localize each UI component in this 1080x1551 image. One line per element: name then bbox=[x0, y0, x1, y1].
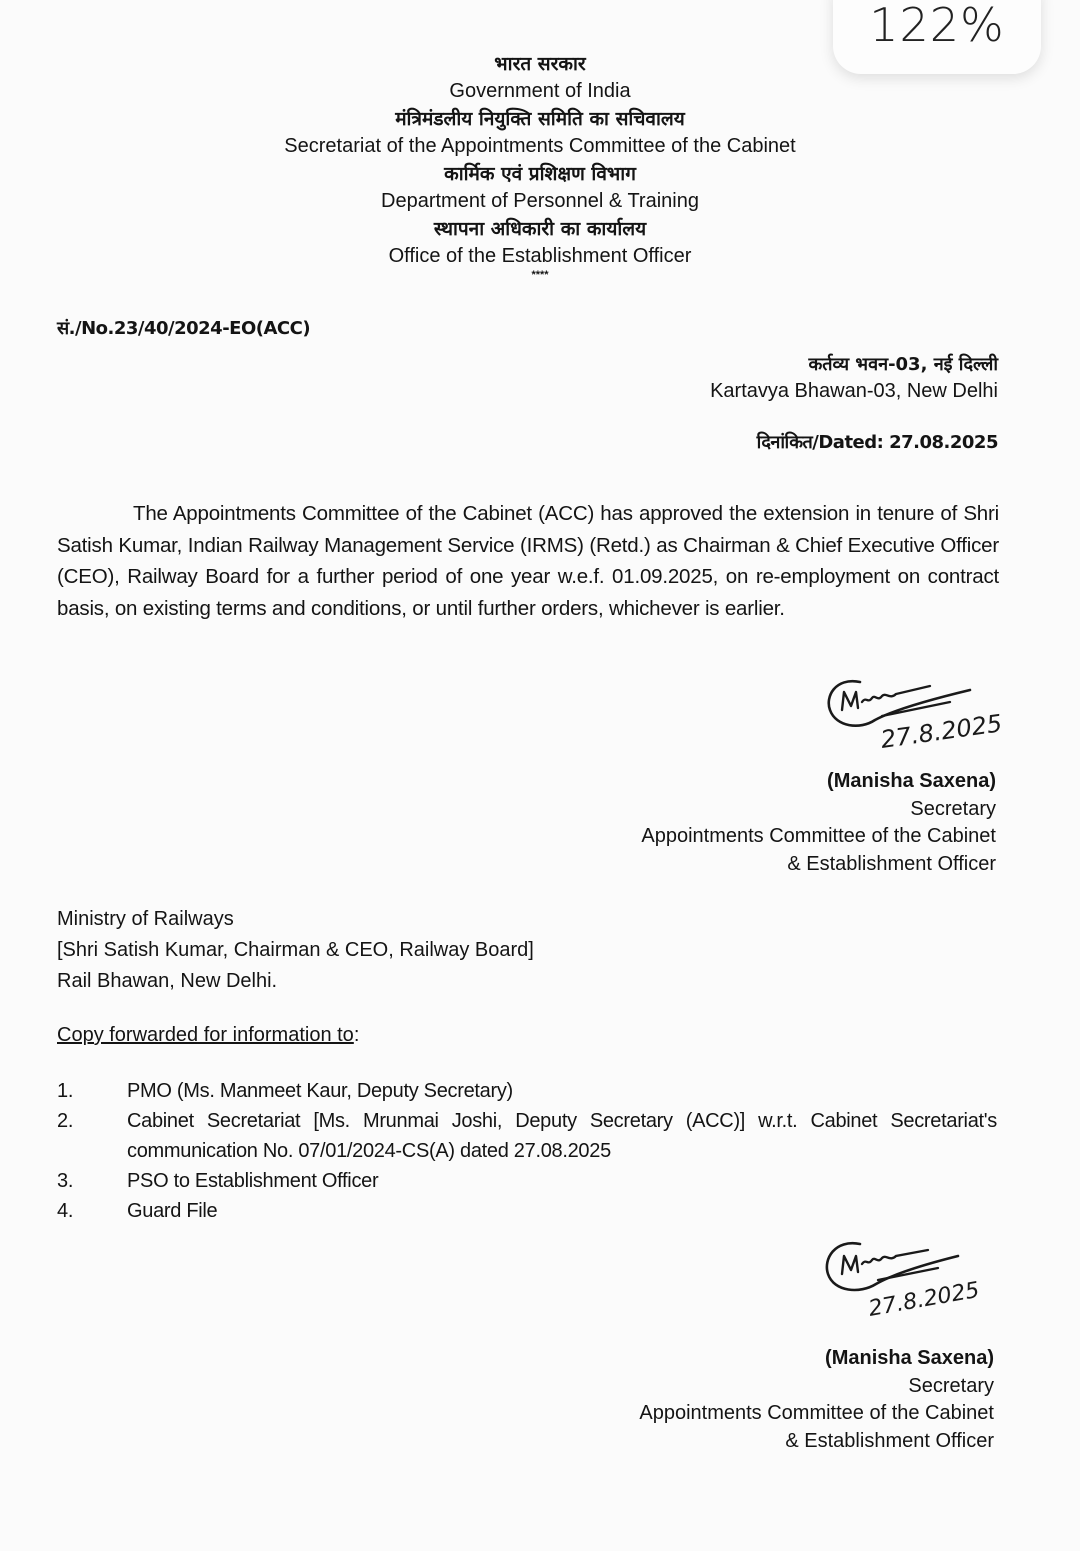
zoom-level-badge bbox=[833, 0, 1041, 74]
body-paragraph: The Appointments Committee of the Cabinet (ACC) has approved the extension in tenure of Shri Satish Kumar, Indian Railway Management Service (IRMS) (Retd.) as Chairman & Chief Executive Officer (CEO), Railway Board for a further period of one year w.e.f. 01.09.2025, on re-employment on contract basis, on existing terms and conditions, or until further orders, whichever is earlier. bbox=[57, 502, 999, 620]
signature-1-date: 27.8.2025 bbox=[878, 709, 1004, 754]
signatory-2-line-2: Appointments Committee of the Cabinet bbox=[639, 1402, 994, 1424]
copy-forwarded-heading-text: Copy forwarded for information to bbox=[57, 1024, 354, 1046]
list-item-text: Cabinet Secretariat [Ms. Mrunmai Joshi, Deputy Secretary (ACC)] w.r.t. Cabinet Secretariat's communication No. 07/01/2024-CS(A) dated 27.08.2025 bbox=[127, 1110, 997, 1162]
addressee-line-3: Rail Bhawan, New Delhi. bbox=[57, 970, 278, 992]
list-item-text: PMO (Ms. Manmeet Kaur, Deputy Secretary) bbox=[127, 1080, 513, 1102]
letterhead-english-department: Department of Personnel & Training bbox=[381, 190, 699, 212]
zoom-level-text: 122% bbox=[869, 0, 1005, 52]
list-item-number: 3. bbox=[57, 1170, 74, 1192]
list-item-number: 2. bbox=[57, 1110, 74, 1132]
list-item-text: PSO to Establishment Officer bbox=[127, 1170, 379, 1192]
handwritten-signature-2 bbox=[818, 1234, 1058, 1324]
place-english: Kartavya Bhawan-03, New Delhi bbox=[710, 380, 998, 402]
signatory-2-line-3: & Establishment Officer bbox=[785, 1429, 994, 1452]
copy-forwarded-heading bbox=[57, 1024, 359, 1047]
place-block bbox=[710, 352, 998, 404]
letterhead-english-gov: Government of India bbox=[449, 80, 631, 102]
letterhead-hindi-department: कार्मिक एवं प्रशिक्षण विभाग bbox=[444, 163, 636, 185]
letterhead-hindi-office: स्थापना अधिकारी का कार्यालय bbox=[433, 218, 647, 240]
letterhead-english-secretariat: Secretariat of the Appointments Committee of the Cabinet bbox=[284, 135, 796, 157]
reference-number: सं./No.23/40/2024-EO(ACC) bbox=[57, 318, 311, 339]
signatory-2-name: (Manisha Saxena) bbox=[825, 1347, 994, 1369]
place-hindi: कर्तव्य भवन-03, नई दिल्ली bbox=[808, 354, 998, 375]
signatory-block-2 bbox=[639, 1345, 994, 1455]
list-item bbox=[57, 1166, 997, 1196]
list-item-number: 1. bbox=[57, 1080, 74, 1102]
copy-forwarded-list bbox=[57, 1076, 997, 1226]
list-item-number: 4. bbox=[57, 1200, 74, 1222]
signature-2-graphic bbox=[818, 1234, 1058, 1324]
signatory-1-line-3: & Establishment Officer bbox=[787, 852, 996, 875]
handwritten-signature-1 bbox=[820, 672, 1060, 757]
dated-line: दिनांकित/Dated: 27.08.2025 bbox=[756, 432, 998, 453]
letterhead bbox=[240, 50, 840, 280]
signatory-2-designation: Secretary bbox=[908, 1374, 994, 1397]
list-item-text: Guard File bbox=[127, 1200, 218, 1222]
signature-1-graphic bbox=[820, 672, 1060, 757]
list-item bbox=[57, 1076, 997, 1106]
signatory-1-line-2: Appointments Committee of the Cabinet bbox=[641, 825, 996, 847]
addressee-line-1: Ministry of Railways bbox=[57, 908, 234, 930]
letterhead-hindi-gov: भारत सरकार bbox=[494, 53, 586, 75]
copy-forwarded-heading-colon: : bbox=[353, 1024, 360, 1046]
list-item bbox=[57, 1106, 997, 1166]
addressee-block bbox=[57, 904, 534, 997]
signatory-1-designation: Secretary bbox=[910, 797, 996, 820]
letterhead-separator: **** bbox=[531, 269, 549, 281]
signatory-1-name: (Manisha Saxena) bbox=[827, 770, 996, 792]
list-item bbox=[57, 1196, 997, 1226]
letterhead-english-office: Office of the Establishment Officer bbox=[388, 245, 692, 267]
signatory-block-1 bbox=[641, 768, 996, 878]
signature-2-date: 27.8.2025 bbox=[866, 1277, 982, 1322]
addressee-line-2: [Shri Satish Kumar, Chairman & CEO, Railway Board] bbox=[57, 939, 534, 961]
letterhead-hindi-secretariat: मंत्रिमंडलीय नियुक्ति समिति का सचिवालय bbox=[395, 108, 685, 130]
